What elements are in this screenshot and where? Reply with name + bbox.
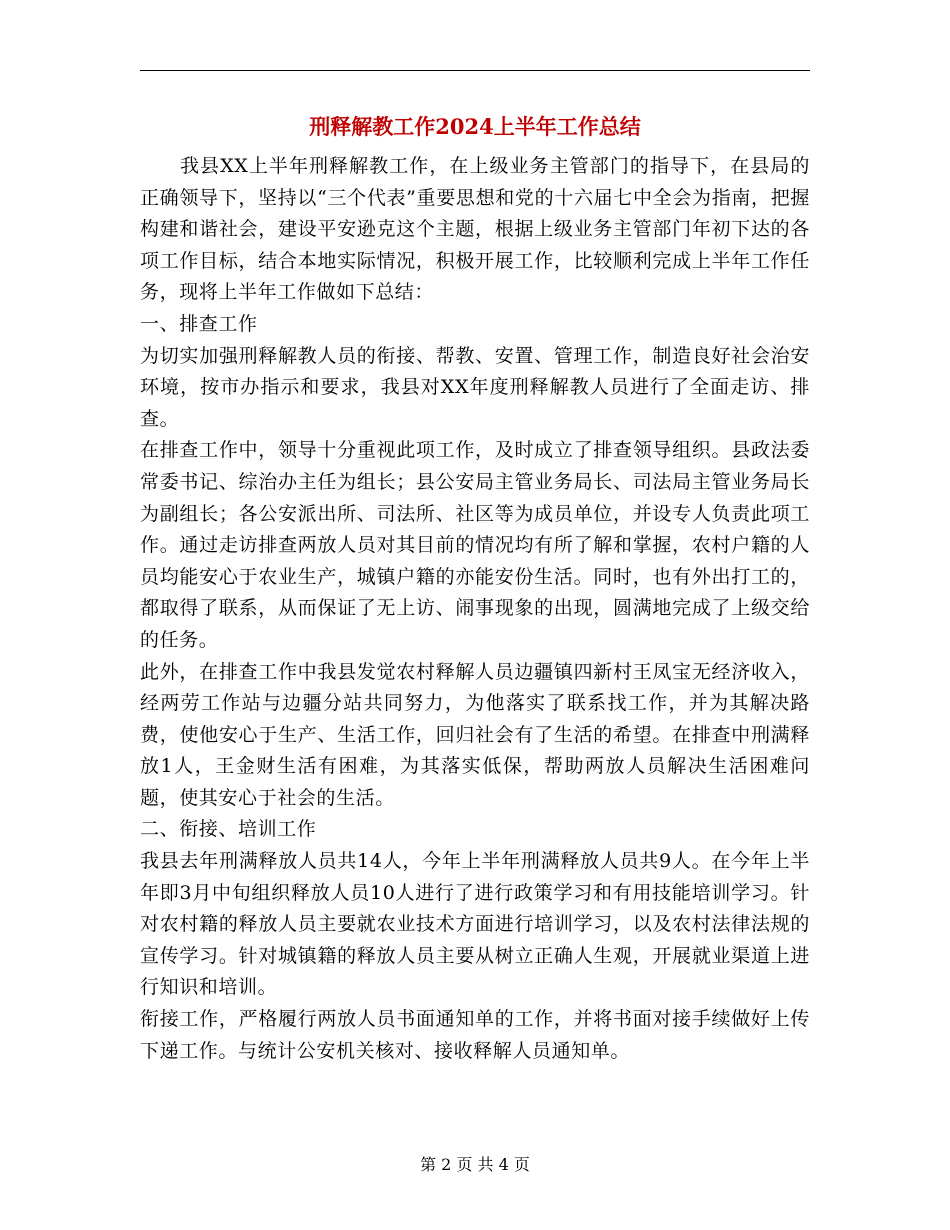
section-heading-investigation: 一、排查工作 xyxy=(140,312,258,335)
header-rule xyxy=(140,70,810,71)
document-body xyxy=(140,151,810,1067)
body-paragraph: 在排查工作中，领导十分重视此项工作，及时成立了排查领导组织。县政法委常委书记、综治办主任为组长；县公安局主管业务局长、司法局主管业务局长为副组长；各公安派出所、司法所、社区等为成员单位，并设专人负责此项工作。通过走访排查两放人员对其目前的情况均有所了解和掌握，农村户籍的人员均能安心于农业生产，城镇户籍的亦能安份生活。同时，也有外出打工的，都取得了联系，从而保证了无上访、闹事现象的出现，圆满地完成了上级交给的任务。 xyxy=(140,439,810,651)
body-paragraph: 此外，在排查工作中我县发觉农村释解人员边疆镇四新村王凤宝无经济收入，经两劳工作站与边疆分站共同努力，为他落实了联系找工作，并为其解决路费，使他安心于生产、生活工作，回归社会有了生活的希望。在排查中刑满释放1人，王金财生活有困难，为其落实低保，帮助两放人员解决生活困难问题，使其安心于社会的生活。 xyxy=(140,660,810,809)
body-paragraph: 为切实加强刑释解教人员的衔接、帮教、安置、管理工作，制造良好社会治安环境，按市办指示和要求，我县对XX年度刑释解教人员进行了全面走访、排查。 xyxy=(140,344,810,430)
section-heading-handover-training: 二、衔接、培训工作 xyxy=(140,818,317,841)
body-paragraph: 我县去年刑满释放人员共14人，今年上半年刑满释放人员共9人。在今年上半年即3月中旬组织释放人员10人进行了进行政策学习和有用技能培训学习。针对农村籍的释放人员主要就农业技术方面进行培训学习，以及农村法律法规的宣传学习。针对城镇籍的释放人员主要从树立正确人生观，开展就业渠道上进行知识和培训。 xyxy=(140,850,810,999)
page-footer: 第 2 页 共 4 页 xyxy=(420,1155,530,1174)
body-paragraph: 衔接工作，严格履行两放人员书面通知单的工作，并将书面对接手续做好上传下递工作。与统计公安机关核对、接收释解人员通知单。 xyxy=(140,1008,810,1062)
document-title: 刑释解教工作2024上半年工作总结 xyxy=(309,114,641,139)
intro-paragraph: 我县XX上半年刑释解教工作，在上级业务主管部门的指导下，在县局的正确领导下，坚持以“三个代表”重要思想和党的十六届七中全会为指南，把握构建和谐社会，建设平安逊克这个主题，根据上级业务主管部门年初下达的各项工作目标，结合本地实际情况，积极开展工作，比较顺利完成上半年工作任务，现将上半年工作做如下总结： xyxy=(140,155,810,304)
